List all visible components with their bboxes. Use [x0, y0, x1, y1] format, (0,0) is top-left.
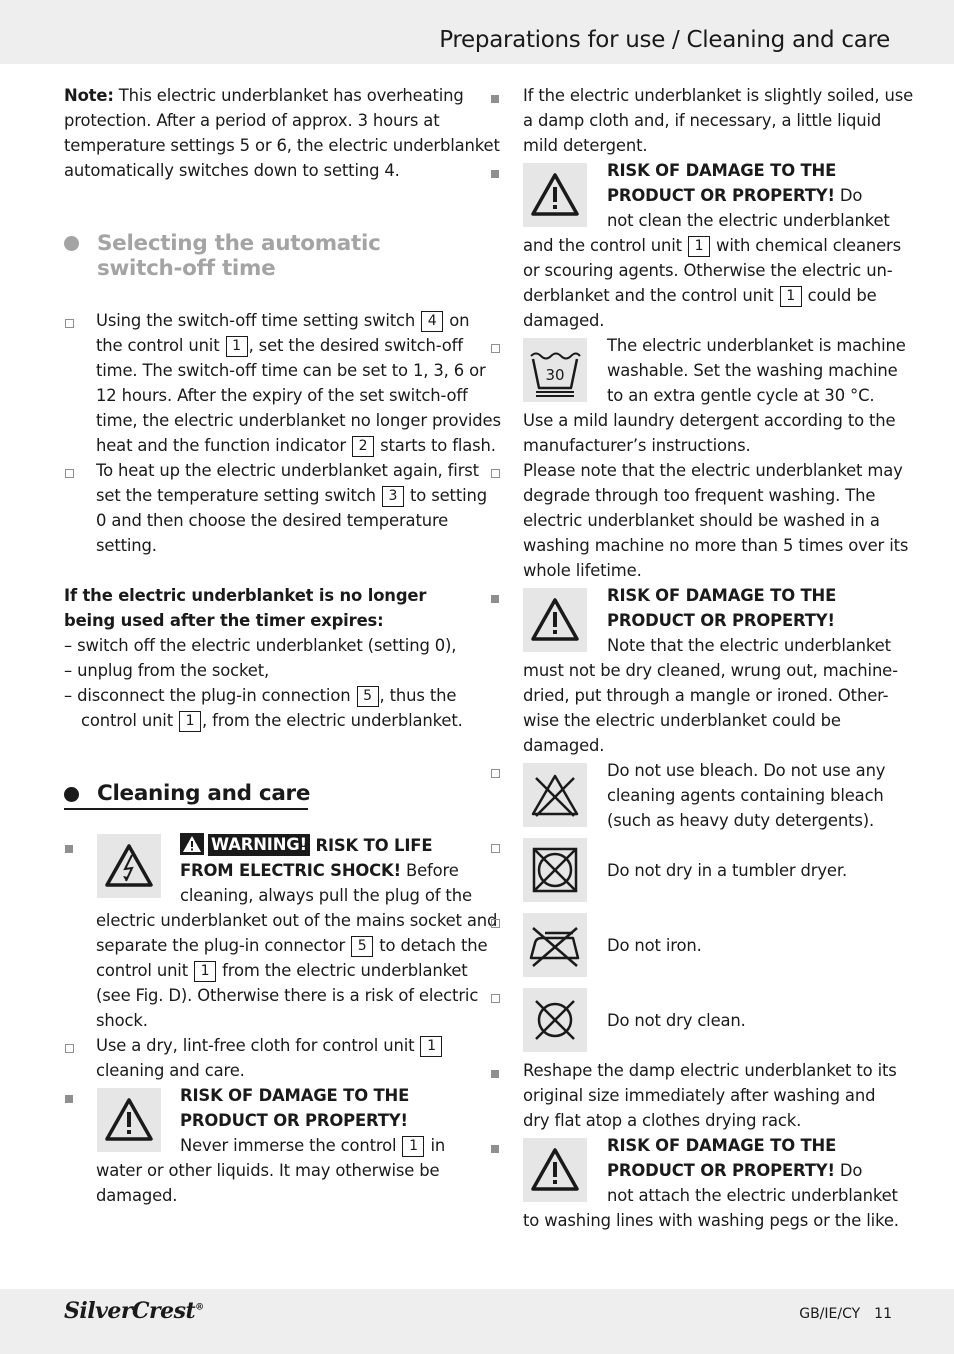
body-text: Please note that the electric underblanket may: [523, 461, 903, 480]
body-text: washing machine no more than 5 times over its: [523, 536, 909, 555]
risk-text: wise the electric underblanket could be: [523, 711, 841, 730]
step-text: To heat up the electric underblanket again, first: [96, 461, 479, 480]
risk-heading: RISK OF DAMAGE TO THE: [607, 1136, 837, 1155]
warning-bullet: [65, 1095, 73, 1103]
warning-badge: WARNING!: [208, 834, 310, 856]
risk-text: dried, put through a mangle or ironed. Other-: [523, 686, 889, 705]
step-text: the control unit 1 , set the desired switch-off: [96, 336, 463, 355]
step-text: 0 and then choose the desired temperature: [96, 511, 449, 530]
risk-text: water or other liquids. It may otherwise be: [96, 1161, 440, 1180]
risk-heading: RISK OF DAMAGE TO THE: [180, 1086, 410, 1105]
warning-bullet: [491, 170, 499, 178]
care-text: cleaning agents containing bleach: [607, 786, 884, 805]
warning-triangle-icon: [180, 833, 204, 855]
body-text: dry flat atop a clothes drying rack.: [523, 1111, 802, 1130]
warning-text: separate the plug-in connector 5 to detach the: [96, 936, 488, 955]
caution-icon: [523, 588, 587, 652]
warning-text: electric underblanket out of the mains socket and: [96, 911, 498, 930]
step-bullet: [65, 319, 74, 328]
wash-text: to an extra gentle cycle at 30 °C.: [607, 386, 875, 405]
risk-text: derblanket and the control unit 1 could be: [523, 286, 877, 305]
body-text: whole lifetime.: [523, 561, 642, 580]
care-text: Do not dry in a tumbler dryer.: [607, 861, 848, 880]
step-bullet: [491, 344, 500, 353]
note-text: temperature settings 5 or 6, the electric underblanket: [64, 136, 500, 155]
no-dry-clean-icon: [523, 988, 587, 1052]
no-tumble-dry-icon: [523, 838, 587, 902]
body-text: original size immediately after washing and: [523, 1086, 876, 1105]
body-text: Reshape the damp electric underblanket to its: [523, 1061, 897, 1080]
risk-text: damaged.: [523, 311, 605, 330]
step-bullet: [65, 469, 74, 478]
step-text: set the temperature setting switch 3 to setting: [96, 486, 487, 505]
page-number: [785, 1306, 892, 1322]
warning-text: cleaning, always pull the plug of the: [180, 886, 472, 905]
dash-item: – disconnect the plug-in connection 5 , thus the: [64, 686, 457, 705]
step-bullet: [491, 919, 500, 928]
note-text: automatically switches down to setting 4.: [64, 161, 400, 180]
risk-text: Note that the electric underblanket: [607, 636, 891, 655]
body-text: electric underblanket should be washed in a: [523, 511, 880, 530]
page-index: 11: [874, 1306, 892, 1322]
step-text: time, the electric underblanket no longer provides: [96, 411, 501, 430]
risk-text: damaged.: [96, 1186, 178, 1205]
risk-heading: PRODUCT OR PROPERTY!: [607, 611, 835, 630]
timer-heading: If the electric underblanket is no longer: [64, 586, 427, 605]
risk-text: Never immerse the control 1 in: [180, 1136, 446, 1155]
step-text: cleaning and care.: [96, 1061, 245, 1080]
step-bullet: [491, 469, 500, 478]
risk-text: must not be dry cleaned, wrung out, machine-: [523, 661, 898, 680]
risk-heading: PRODUCT OR PROPERTY! Do: [607, 186, 863, 205]
region-code: GB/IE/CY: [799, 1306, 861, 1322]
body-text: If the electric underblanket is slightly soiled, use: [523, 86, 914, 105]
care-text: Do not dry clean.: [607, 1011, 746, 1030]
wash-text: washable. Set the washing machine: [607, 361, 898, 380]
step-text: Using the switch-off time setting switch 4 on: [96, 311, 470, 330]
section-heading: switch-off time: [97, 256, 276, 281]
risk-text: not clean the electric underblanket: [607, 211, 890, 230]
warning-bullet: [491, 1145, 499, 1153]
risk-text: to washing lines with washing pegs or the like.: [523, 1211, 899, 1230]
step-bullet: [65, 1044, 74, 1053]
section-bullet: [64, 236, 79, 251]
warning-text: (see Fig. D). Otherwise there is a risk of electric: [96, 986, 479, 1005]
care-text: (such as heavy duty detergents).: [607, 811, 875, 830]
step-bullet: [491, 844, 500, 853]
risk-heading: PRODUCT OR PROPERTY! Do: [607, 1161, 863, 1180]
bullet: [491, 95, 499, 103]
note-text: protection. After a period of approx. 3 hours at: [64, 111, 440, 130]
body-text: mild detergent.: [523, 136, 648, 155]
risk-text: not attach the electric underblanket: [607, 1186, 898, 1205]
wash-text: The electric underblanket is machine: [607, 336, 906, 355]
no-iron-icon: [523, 913, 587, 977]
body-text: degrade through too frequent washing. The: [523, 486, 876, 505]
risk-text: and the control unit 1 with chemical cleaners: [523, 236, 902, 255]
warning-bullet: [65, 845, 73, 853]
no-bleach-icon: [523, 763, 587, 827]
risk-text: damaged.: [523, 736, 605, 755]
dash-item: – unplug from the socket,: [64, 661, 270, 680]
heading-underline: [64, 808, 308, 810]
caution-icon: [523, 1138, 587, 1202]
step-text: setting.: [96, 536, 157, 555]
risk-text: or scouring agents. Otherwise the electric un-: [523, 261, 893, 280]
section-bullet: [64, 787, 79, 802]
step-text: heat and the function indicator 2 starts to flash.: [96, 436, 496, 455]
risk-heading: PRODUCT OR PROPERTY!: [180, 1111, 408, 1130]
bullet: [491, 1070, 499, 1078]
wash-text: Use a mild laundry detergent according to the: [523, 411, 896, 430]
warning-text: shock.: [96, 1011, 148, 1030]
step-text: 12 hours. After the expiry of the set switch-off: [96, 386, 468, 405]
warning-text: control unit 1 from the electric underblanket: [96, 961, 468, 980]
caution-icon: [523, 163, 587, 227]
body-text: a damp cloth and, if necessary, a little liquid: [523, 111, 882, 130]
step-text: time. The switch-off time can be set to 1, 3, 6 or: [96, 361, 486, 380]
wash-text: manufacturer’s instructions.: [523, 436, 751, 455]
section-heading: Selecting the automatic: [97, 231, 381, 256]
note-text: Note: This electric underblanket has overheating: [64, 86, 464, 105]
electric-shock-icon: [97, 834, 161, 898]
caution-icon: [97, 1088, 161, 1152]
risk-heading: RISK OF DAMAGE TO THE: [607, 161, 837, 180]
timer-heading: being used after the timer expires:: [64, 611, 384, 630]
risk-heading: RISK OF DAMAGE TO THE: [607, 586, 837, 605]
section-heading: Cleaning and care: [97, 781, 311, 806]
step-bullet: [491, 994, 500, 1003]
dash-item: – switch off the electric underblanket (setting 0),: [64, 636, 457, 655]
care-text: Do not use bleach. Do not use any: [607, 761, 886, 780]
step-text: Use a dry, lint-free cloth for control unit 1: [96, 1033, 443, 1058]
step-bullet: [491, 769, 500, 778]
care-text: Do not iron.: [607, 936, 702, 955]
dash-item: control unit 1 , from the electric underblanket.: [81, 711, 463, 730]
warning-heading: WARNING! RISK TO LIFE: [180, 833, 432, 858]
brand-logo: SilverCrest®: [64, 1298, 204, 1324]
wash-temperature: 30: [545, 366, 565, 384]
warning-text: FROM ELECTRIC SHOCK! Before: [180, 861, 459, 880]
warning-bullet: [491, 595, 499, 603]
wash-30-icon: [523, 338, 587, 402]
page-title: Preparations for use / Cleaning and care: [439, 27, 890, 53]
